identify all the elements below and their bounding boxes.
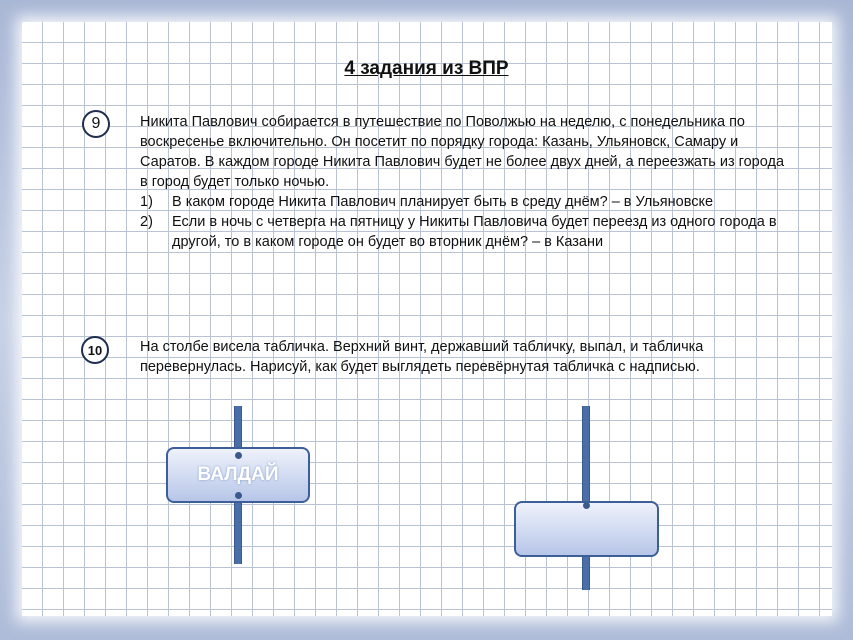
right-pole-bottom (582, 556, 590, 590)
page-title: 4 задания из ВПР (344, 58, 509, 79)
question-marker: 1) (140, 194, 153, 210)
task-9-line: Саратов. В каждом городе Никита Павлович будет не более двух дней, а переезжать из города (140, 154, 785, 170)
task-9-line: Никита Павлович собирается в путешествие по Поволжью на неделю, с понедельника по (140, 114, 745, 130)
question-marker: 2) (140, 214, 153, 230)
blank-sign-answer-area[interactable] (514, 501, 659, 557)
left-pole-top (234, 406, 242, 450)
hanging-screw (583, 502, 590, 509)
question-text: В каком городе Никита Павлович планирует быть в среду днём? – в Ульяновске (172, 194, 714, 210)
task-9-questions (140, 192, 820, 252)
task-10-number-badge: 10 (81, 336, 109, 364)
left-pole-bottom (234, 502, 242, 564)
task-9-question-1 (140, 192, 820, 212)
task-9-question-2 (140, 212, 820, 252)
task-10-line: На столбе висела табличка. Верхний винт, державший табличку, выпал, и табличка (140, 339, 704, 355)
task-10-text (140, 337, 820, 377)
question-text (172, 212, 777, 252)
question-text-line: Если в ночь с четверга на пятницу у Никиты Павловича будет переезд из одного города в (172, 214, 777, 230)
task-9-line: воскресенье включительно. Он посетит по порядку города: Казань, Ульяновск, Самару и (140, 134, 739, 150)
task-9-line: в город будет только ночью. (140, 174, 330, 190)
task-10-line: перевернулась. Нарисуй, как будет выглядеть перевёрнутая табличка с надписью. (140, 359, 700, 375)
right-pole-top (582, 406, 590, 504)
question-text-line: другой, то в каком городе он будет во вторник днём? – в Казани (172, 234, 604, 250)
task-9-text (140, 112, 820, 252)
task-9-number-badge: 9 (82, 110, 110, 138)
sign-label: ВАЛДАЙ (197, 464, 279, 485)
top-screw (235, 452, 242, 459)
bottom-screw (235, 492, 242, 499)
